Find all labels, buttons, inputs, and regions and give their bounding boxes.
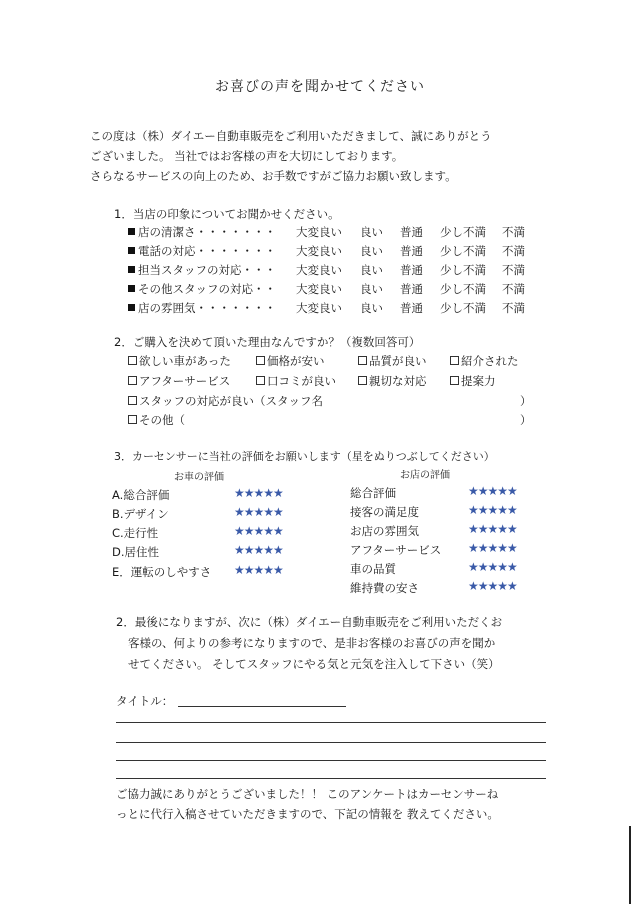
star-rating-icon[interactable]: ★★★★★ bbox=[234, 563, 283, 577]
intro-line-3: さらなるサービスの向上のため、お手数ですがご協力お願い致します。 bbox=[90, 169, 457, 183]
q1-rating-option[interactable]: 大変良い bbox=[296, 301, 342, 315]
shop-eval-label: お店の雰囲気 bbox=[350, 524, 419, 538]
shop-eval-label: 総合評価 bbox=[350, 486, 396, 500]
bullet-square-icon bbox=[128, 304, 135, 311]
q1-row-label: 電話の対応・・・・・・・ bbox=[128, 243, 276, 259]
star-rating-icon[interactable]: ★★★★★ bbox=[234, 543, 283, 557]
q1-heading: 1．当店の印象についてお聞かせください。 bbox=[114, 207, 340, 221]
car-eval-label: E．運転のしやすさ bbox=[112, 565, 212, 579]
q1-rating-option[interactable]: 少し不満 bbox=[440, 301, 486, 315]
q1-rating-option[interactable]: 大変良い bbox=[296, 263, 342, 277]
q2-option-wanted-car[interactable]: 欲しい車があった bbox=[128, 353, 231, 369]
title-label: タイトル： bbox=[116, 694, 174, 708]
footer-line-2: っとに代行入稿させていただきますので、下記の情報を 教えてください。 bbox=[116, 807, 499, 821]
comment-line-2[interactable] bbox=[116, 742, 546, 743]
comment-line-4[interactable] bbox=[116, 778, 546, 779]
star-rating-icon[interactable]: ★★★★★ bbox=[234, 505, 283, 519]
car-eval-label: D.居住性 bbox=[112, 545, 160, 559]
q1-rating-option[interactable]: 良い bbox=[360, 225, 383, 239]
checkbox[interactable] bbox=[256, 356, 265, 365]
star-rating-icon[interactable]: ★★★★★ bbox=[468, 541, 517, 555]
q1-rating-option[interactable]: 大変良い bbox=[296, 282, 342, 296]
q2-option-reviews[interactable]: 口コミが良い bbox=[256, 373, 336, 389]
q2-option-proposal[interactable]: 提案力 bbox=[450, 373, 496, 389]
q1-rating-option[interactable]: 普通 bbox=[400, 282, 423, 296]
q2-heading: 2．ご購入を決めて頂いた理由なんですか？（複数回答可） bbox=[114, 335, 421, 349]
q1-rating-option[interactable]: 少し不満 bbox=[440, 282, 486, 296]
q1-rating-option[interactable]: 不満 bbox=[502, 263, 525, 277]
car-eval-label: B.デザイン bbox=[112, 507, 169, 521]
star-rating-icon[interactable]: ★★★★★ bbox=[468, 522, 517, 536]
q1-rating-option[interactable]: 良い bbox=[360, 282, 383, 296]
shop-eval-title: お店の評価 bbox=[400, 470, 450, 481]
q1-rating-option[interactable]: 普通 bbox=[400, 263, 423, 277]
q1-row-label: その他スタッフの対応・・ bbox=[128, 281, 276, 297]
bullet-square-icon bbox=[128, 247, 135, 254]
q2-option-referral[interactable]: 紹介された bbox=[450, 353, 519, 369]
q2-option-after-service[interactable]: アフターサービス bbox=[128, 373, 230, 389]
shop-eval-label: 維持費の安さ bbox=[350, 581, 419, 595]
title-input-line[interactable] bbox=[178, 706, 346, 707]
checkbox[interactable] bbox=[450, 376, 459, 385]
star-rating-icon[interactable]: ★★★★★ bbox=[468, 579, 517, 593]
checkbox[interactable] bbox=[358, 376, 367, 385]
comment-line-1[interactable] bbox=[116, 722, 546, 723]
q1-rating-option[interactable]: 良い bbox=[360, 263, 383, 277]
checkbox[interactable] bbox=[358, 356, 367, 365]
q1-rating-option[interactable]: 不満 bbox=[502, 282, 525, 296]
star-rating-icon[interactable]: ★★★★★ bbox=[468, 484, 517, 498]
q3-heading: 3．カーセンサーに当社の評価をお願いします（星をぬりつぶしてください） bbox=[114, 450, 495, 463]
q4-line-2: 客様の、何よりの参考になりますので、是非お客様のお喜びの声を聞か bbox=[128, 636, 496, 650]
comment-line-3[interactable] bbox=[116, 760, 546, 761]
q2-option-other[interactable]: その他（ bbox=[128, 412, 185, 428]
checkbox[interactable] bbox=[128, 396, 137, 405]
q1-row-label: 担当スタッフの対応・・・ bbox=[128, 262, 276, 278]
star-rating-icon[interactable]: ★★★★★ bbox=[234, 524, 283, 538]
checkbox[interactable] bbox=[256, 376, 265, 385]
q1-row-label: 店の清潔さ・・・・・・・ bbox=[128, 224, 276, 240]
q1-rating-option[interactable]: 大変良い bbox=[296, 225, 342, 239]
q1-rating-option[interactable]: 普通 bbox=[400, 244, 423, 258]
star-rating-icon[interactable]: ★★★★★ bbox=[468, 560, 517, 574]
q1-rating-option[interactable]: 少し不満 bbox=[440, 263, 486, 277]
bullet-square-icon bbox=[128, 228, 135, 235]
star-rating-icon[interactable]: ★★★★★ bbox=[468, 503, 517, 517]
q1-rating-option[interactable]: 普通 bbox=[400, 225, 423, 239]
shop-eval-label: 車の品質 bbox=[350, 562, 396, 576]
q1-rating-option[interactable]: 不満 bbox=[502, 244, 525, 258]
q1-rating-option[interactable]: 不満 bbox=[502, 225, 525, 239]
q2-option-price[interactable]: 価格が安い bbox=[256, 353, 325, 369]
car-eval-label: C.走行性 bbox=[112, 526, 159, 540]
intro-line-2: ございました。 当社ではお客様の声を大切にしております。 bbox=[90, 149, 404, 163]
star-rating-icon[interactable]: ★★★★★ bbox=[234, 486, 283, 500]
q1-rating-option[interactable]: 大変良い bbox=[296, 244, 342, 258]
shop-eval-label: 接客の満足度 bbox=[350, 505, 419, 519]
car-eval-title: お車の評価 bbox=[174, 472, 224, 483]
bullet-square-icon bbox=[128, 285, 135, 292]
q1-rating-option[interactable]: 不満 bbox=[502, 301, 525, 315]
bullet-square-icon bbox=[128, 266, 135, 273]
q2-other-close-paren: ） bbox=[520, 413, 532, 427]
intro-line-1: この度は（株）ダイエー自動車販売をご利用いただきまして、誠にありがとう bbox=[90, 129, 492, 143]
q2-option-kind[interactable]: 親切な対応 bbox=[358, 373, 427, 389]
q1-rating-option[interactable]: 普通 bbox=[400, 301, 423, 315]
q1-rating-option[interactable]: 良い bbox=[360, 244, 383, 258]
q1-rating-option[interactable]: 良い bbox=[360, 301, 383, 315]
q1-rating-option[interactable]: 少し不満 bbox=[440, 244, 486, 258]
checkbox[interactable] bbox=[450, 356, 459, 365]
checkbox[interactable] bbox=[128, 415, 137, 424]
footer-line-1: ご協力誠にありがとうございました！！ このアンケートはカーセンサーね bbox=[116, 787, 499, 801]
scan-edge-mark bbox=[629, 826, 631, 904]
q2-option-staff[interactable]: スタッフの対応が良い（スタッフ名 bbox=[128, 393, 323, 409]
shop-eval-label: アフターサービス bbox=[350, 543, 442, 557]
q2-staff-close-paren: ） bbox=[520, 394, 532, 408]
q2-option-quality[interactable]: 品質が良い bbox=[358, 353, 427, 369]
checkbox[interactable] bbox=[128, 376, 137, 385]
q4-line-3: せてください。 そしてスタッフにやる気と元気を注入して下さい（笑） bbox=[128, 657, 500, 671]
page-title: お喜びの声を聞かせてください bbox=[215, 79, 425, 95]
checkbox[interactable] bbox=[128, 356, 137, 365]
q1-rating-option[interactable]: 少し不満 bbox=[440, 225, 486, 239]
q4-line-1: 2．最後になりますが、次に（株）ダイエー自動車販売をご利用いただくお bbox=[116, 615, 503, 629]
car-eval-label: A.総合評価 bbox=[112, 488, 170, 502]
q1-row-label: 店の雰囲気・・・・・・・ bbox=[128, 300, 276, 316]
